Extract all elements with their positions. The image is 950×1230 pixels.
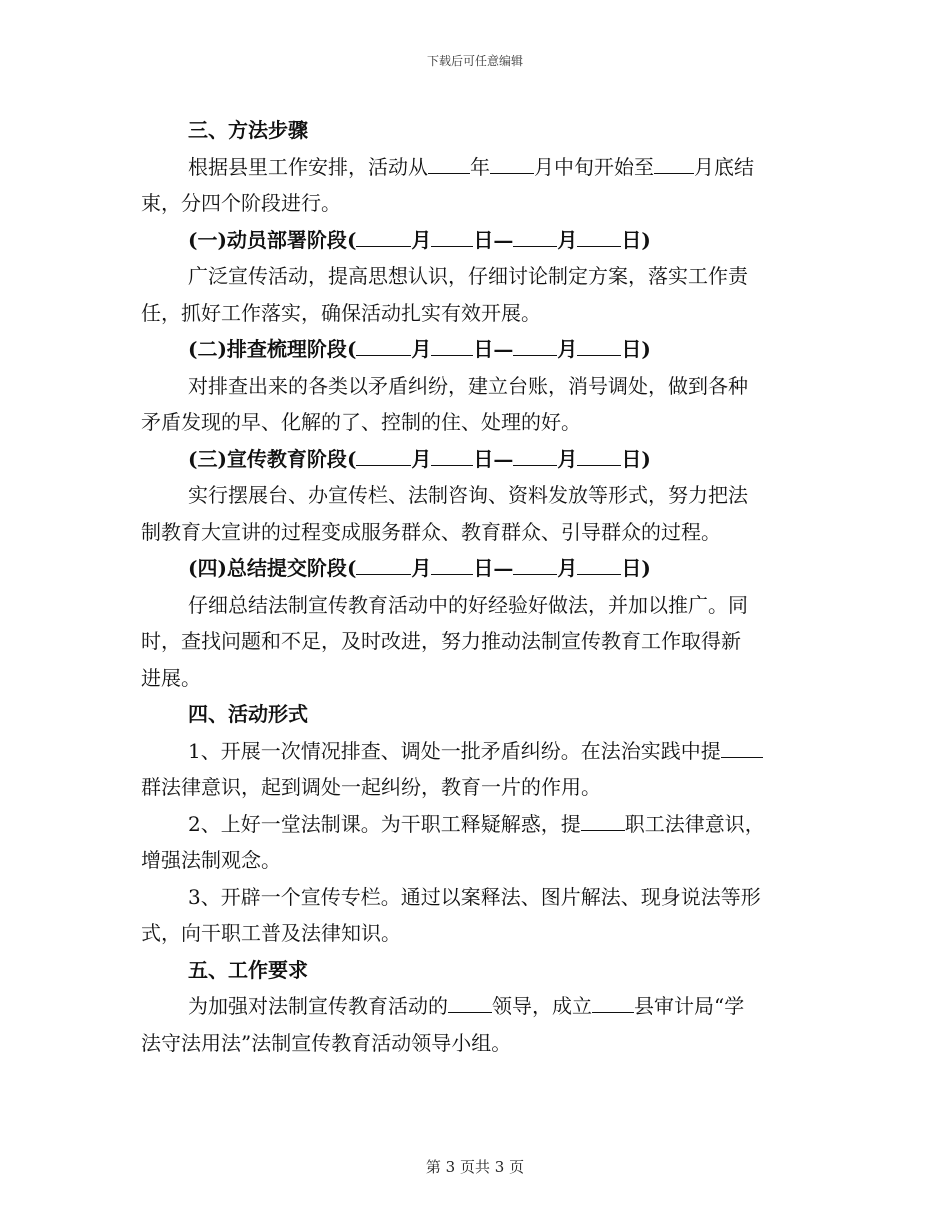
fill-blank [513,226,557,247]
page-header: 下载后可任意编辑 [426,54,523,68]
section-4-title: 四、活动形式 [188,702,308,726]
fill-blank [356,335,411,356]
paragraph-line: 为加强对法制宣传教育活动的 领导，成立 县审计局“学 [188,994,745,1018]
fill-blank [577,445,621,466]
fill-blank [592,992,634,1013]
paragraph-line: 束，分四个阶段进行。 [141,191,341,215]
fill-blank [431,445,473,466]
paragraph-line: 实行摆展台、办宣传栏、法制咨询、资料发放等形式，努力把法 [188,483,748,507]
paragraph-line: 1、开展一次情况排查、调处一批矛盾纠纷。在法治实践中提 [141,733,806,770]
paragraph-line: 法守法用法”法制宣传教育活动领导小组。 [141,1030,512,1055]
paragraph-line: 广泛宣传活动，提高思想认识，仔细讨论制定方案，落实工作责 [188,264,748,288]
paragraph-line: 仔细总结法制宣传教育活动中的好经验好做法，并加以推广。同 [188,592,748,617]
fill-blank [490,153,534,174]
section-3-title: 三、方法步骤 [188,118,308,142]
fill-blank [356,554,411,575]
fill-blank [513,335,557,356]
fill-blank [428,153,470,174]
paragraph-line: 3、开辟一个宣传专栏。通过以案释法、图片解法、现身说法等形 [188,884,761,909]
paragraph-line: 对排查出来的各类以矛盾纠纷，建立台账，消号调处，做到各种 [188,373,748,398]
fill-blank [513,445,557,466]
fill-blank [431,335,473,356]
paragraph-line: 时，查找问题和不足，及时改进，努力推动法制宣传教育工作取得新 [141,629,741,653]
fill-blank [721,737,763,758]
paragraph-line: 根据县里工作安排，活动从 年 月中旬开始至 月底结 [188,154,754,179]
fill-blank [581,810,625,831]
fill-blank [513,554,557,575]
fill-blank [577,226,621,247]
phase-1-heading: (一)动员部署阶段( 月 日— 月 日) [188,227,651,252]
fill-blank [577,554,621,575]
page-footer: 第 3 页共 3 页 [425,1158,525,1176]
fill-blank [431,226,473,247]
paragraph-line: 任，抓好工作落实，确保活动扎实有效开展。 [141,300,541,325]
paragraph-line: 增强法制观念。 [141,848,281,872]
fill-blank [356,226,411,247]
document-body [141,112,806,1061]
section-5-title: 五、工作要求 [188,957,308,982]
paragraph-line: 矛盾发现的早、化解的了、控制的住、处理的好。 [141,410,581,434]
fill-blank [654,153,694,174]
paragraph-line: 式，向干职工普及法律知识。 [141,921,401,945]
paragraph-line: 群法律意识，起到调处一起纠纷，教育一片的作用。 [141,775,601,799]
phase-2-heading: (二)排查梳理阶段( 月 日— 月 日) [188,337,651,361]
fill-blank [356,445,411,466]
fill-blank [448,992,492,1013]
paragraph-line: 2、上好一堂法制课。为干职工释疑解惑，提 职工法律意识， [188,811,765,836]
fill-blank [577,335,621,356]
phase-4-heading: (四)总结提交阶段( 月 日— 月 日) [188,556,651,580]
paragraph-line: 制教育大宣讲的过程变成服务群众、教育群众、引导群众的过程。 [141,519,721,544]
phase-3-heading: (三)宣传教育阶段( 月 日— 月 日) [188,446,651,471]
paragraph-line: 进展。 [141,665,201,690]
fill-blank [431,554,473,575]
